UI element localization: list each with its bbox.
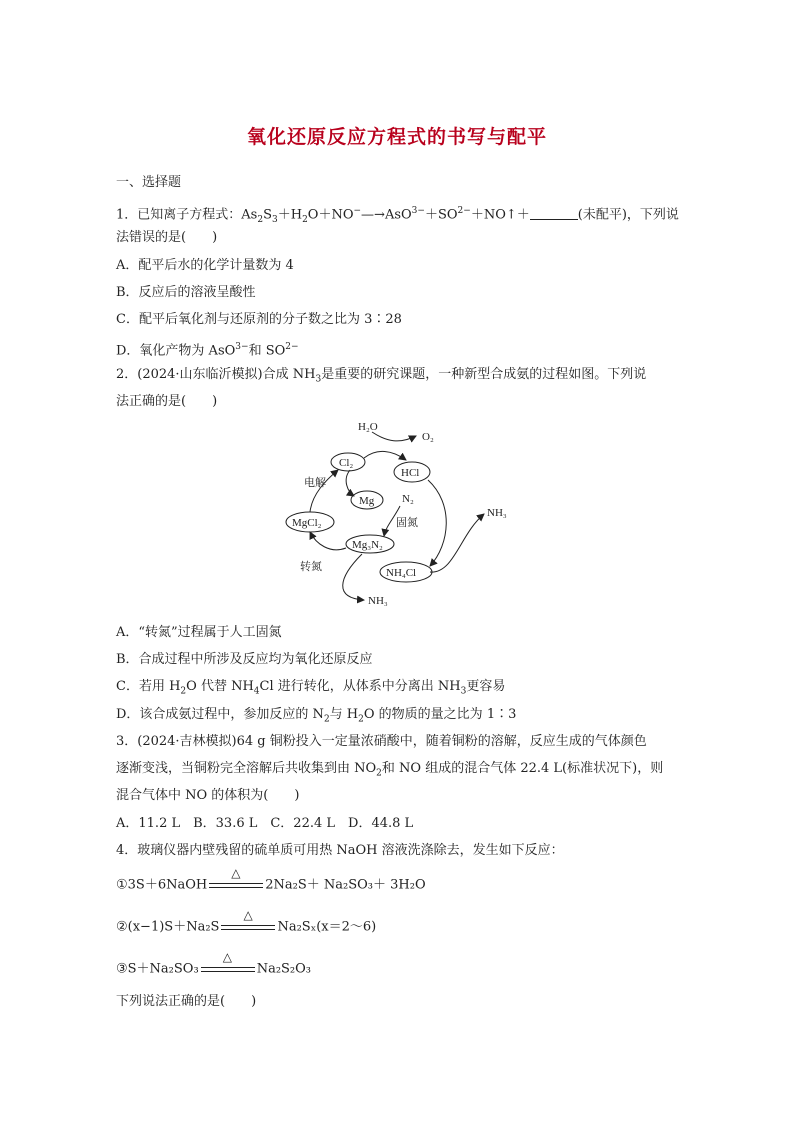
nh3-bottom-label: NH₃ [368, 595, 388, 607]
electrolysis-label: 电解 [304, 477, 326, 489]
page-title: 氧化还原反应方程式的书写与配平 [246, 126, 547, 148]
q2-option-d: D．该合成氨过程中，参加反应的 $N_2$与 $H_2O$ 的物质的量之比为 1∶3 [116, 707, 517, 725]
q1-option-c: C．配平后氧化剂与还原剂的分子数之比为 3∶28 [116, 312, 402, 327]
q2-stem: 2．(2024·山东临沂模拟)合成 $NH_3$是重要的研究课题，一种新型合成氨的过程如图。下列说 [116, 367, 647, 385]
hcl-label: HCl [401, 467, 420, 479]
ammonia-conversion-label: 转氮 [300, 561, 322, 573]
q1-stem-line2: 法错误的是( ) [116, 230, 218, 245]
q3-line2: 逐渐变浅，当铜粉完全溶解后共收集到由 $NO_2$和 NO 组成的混合气体 22.4 L(标准状况下)，则 [116, 761, 664, 779]
mg-label: Mg [359, 495, 375, 507]
mg3n2-label: Mg₃N₂ [352, 539, 383, 551]
q2-option-b: B．合成过程中所涉及反应均为氧化还原反应 [116, 652, 373, 667]
q1-stem: 1．已知离子方程式：$As_2S_3+H_2O+NO^-—\to AsO^{3-}+SO^{2-}+NO↑+$ (未配平)，下列说 [116, 206, 679, 225]
q1-option-a: A．配平后水的化学计量数为 4 [116, 258, 294, 273]
h2o-label: H₂O [358, 421, 378, 433]
mgcl2-label: MgCl₂ [292, 517, 322, 529]
heat-equals-sign: △ [199, 960, 257, 978]
heat-equals-sign: △ [207, 876, 265, 894]
q3-line1: 3．(2024·吉林模拟)64 g 铜粉投入一定量浓硝酸中，随着铜粉的溶解，反应生成的气体颜色 [116, 734, 647, 749]
q3-line3: 混合气体中 NO 的体积为( ) [116, 788, 300, 803]
q3-options: A．11.2 L B．33.6 L C．22.4 L D．44.8 L [116, 816, 414, 831]
q2-option-a: A．“转氮”过程属于人工固氮 [116, 625, 282, 640]
q4-stem: 4．玻璃仪器内壁残留的硫单质可用热 NaOH 溶液洗涤除去，发生如下反应： [116, 843, 564, 858]
heat-equals-sign: △ [219, 918, 277, 936]
q1-option-d: D．氧化产物为 AsO$^{3-}$和 $SO^{2-}$ [116, 342, 299, 359]
nh4cl-label: NH₄Cl [386, 567, 417, 579]
ammonia-synthesis-diagram [282, 414, 522, 614]
nitrogen-fixation-label: 固氮 [396, 517, 418, 529]
o2-label: O₂ [422, 431, 434, 443]
q2-option-c: C．若用 $H_2O$ 代替 $NH_4Cl$ 进行转化，从体系中分离出 $NH_3$更容易 [116, 679, 506, 697]
q2-stem-line2: 法正确的是( ) [116, 394, 218, 409]
n2-label: N₂ [402, 493, 414, 505]
q4-reaction-2: ②(x−1)S＋Na₂S △ Na₂Sₓ(x＝2～6) [116, 908, 377, 935]
cl2-label: Cl₂ [339, 457, 354, 469]
q4-reaction-1: ①3S＋6NaOH △ 2Na₂S＋ Na₂SO₃＋ 3H₂O [116, 866, 426, 893]
nh3-right-label: NH₃ [487, 507, 507, 519]
answer-blank [530, 207, 578, 220]
q4-question: 下列说法正确的是( ) [116, 994, 257, 1009]
section-heading: 一、选择题 [116, 175, 182, 190]
q4-reaction-3: ③S＋Na₂SO₃ △ Na₂S₂O₃ [116, 950, 312, 977]
q1-option-b: B．反应后的溶液呈酸性 [116, 285, 256, 300]
